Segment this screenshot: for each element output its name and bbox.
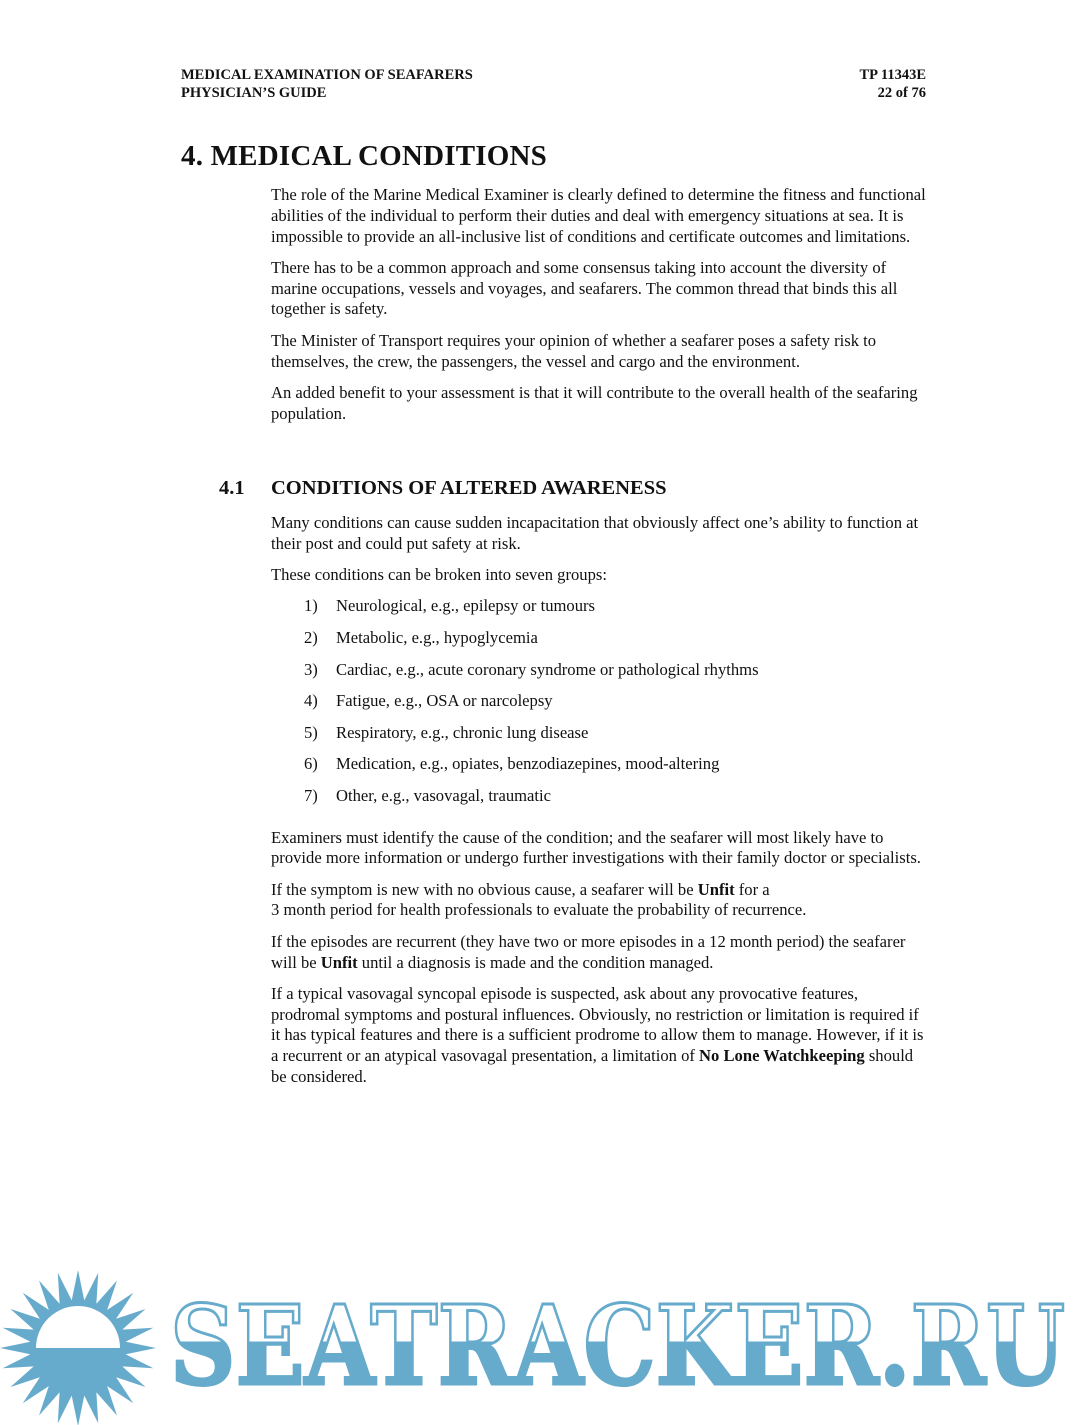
paragraph: Many conditions can cause sudden incapacitation that obviously affect one’s ability to function at their post and could put safety at risk. xyxy=(271,513,919,553)
text: If the episodes are recurrent (they have two or more episodes in a 12 month period) the seafarer will be xyxy=(271,931,906,972)
text: If the symptom is new with no obvious cause, a seafarer will be xyxy=(271,879,698,899)
paragraph: Examiners must identify the cause of the condition; and the seafarer will most likely have to provide more information or undergo further investigations with their family doctor or specialists. xyxy=(271,827,921,868)
list-item xyxy=(271,786,931,818)
header-doc-subtitle: PHYSICIAN’S GUIDE xyxy=(181,85,327,101)
list-item xyxy=(271,596,931,628)
list-item xyxy=(271,628,931,660)
paragraph: An added benefit to your assessment is that it will contribute to the overall health of the seafaring population. xyxy=(271,382,918,423)
header-doc-number: TP 11343E xyxy=(859,67,926,83)
list-number: 7) xyxy=(304,785,318,805)
text: 3 month period for health professionals to evaluate the probability of recurrence. xyxy=(271,900,807,920)
conditions-list xyxy=(271,596,931,817)
running-header-right xyxy=(860,66,926,102)
list-number: 2) xyxy=(304,627,318,647)
list-item xyxy=(271,691,931,723)
subsection-number: 4.1 xyxy=(219,477,245,499)
emphasis: Unfit xyxy=(697,879,735,899)
paragraph: These conditions can be broken into seven groups: xyxy=(271,565,607,585)
paragraph xyxy=(271,932,931,974)
text: for a xyxy=(734,879,770,899)
paragraph: There has to be a common approach and some consensus taking into account the diversity of marine occupations, vessels and voyages, and seafarers. The common thread that binds this all together is safety. xyxy=(271,257,898,319)
header-page-info: 22 of 76 xyxy=(877,85,926,101)
section-heading: 4. MEDICAL CONDITIONS xyxy=(181,140,547,172)
list-text: Metabolic, e.g., hypoglycemia xyxy=(336,627,538,647)
paragraph xyxy=(271,984,931,1088)
text: until a diagnosis is made and the condition managed. xyxy=(357,952,714,972)
watermark-text: SEATRACKER.RU xyxy=(170,1281,1065,1410)
list-number: 4) xyxy=(304,691,318,711)
list-item xyxy=(271,723,931,755)
list-number: 6) xyxy=(304,754,318,774)
subsection-title: CONDITIONS OF ALTERED AWARENESS xyxy=(271,477,667,499)
header-doc-title: MEDICAL EXAMINATION OF SEAFARERS xyxy=(181,67,473,83)
list-number: 5) xyxy=(304,722,318,742)
running-header-left xyxy=(181,66,473,102)
text: If a typical vasovagal syncopal episode is suspected, ask about any provocative features, prodromal symptoms and postural influences. Obviously, no restriction or limitation is required if it has typical features and there is a sufficient prodrome to allow them to manage. However, if it is a recurrent or an atypical vasovagal presentation, a limitation of xyxy=(271,983,924,1066)
paragraph xyxy=(271,880,931,922)
paragraph: The Minister of Transport requires your opinion of whether a seafarer poses a safety risk to themselves, the crew, the passengers, the vessel and cargo and the environment. xyxy=(271,330,877,371)
list-item xyxy=(271,660,931,692)
list-text: Cardiac, e.g., acute coronary syndrome or pathological rhythms xyxy=(336,659,759,679)
paragraph: The role of the Marine Medical Examiner is clearly defined to determine the fitness and functional abilities of the individual to perform their duties and deal with emergency situations at sea. It is impossible to provide an all-inclusive list of conditions and certificate outcomes and limitations. xyxy=(271,185,926,246)
list-text: Fatigue, e.g., OSA or narcolepsy xyxy=(336,691,553,711)
list-text: Neurological, e.g., epilepsy or tumours xyxy=(336,596,595,616)
section-body xyxy=(271,185,931,435)
subsection-body xyxy=(271,513,931,1098)
emphasis: Unfit xyxy=(320,952,358,972)
text: should be considered. xyxy=(271,1046,914,1087)
watermark-logo xyxy=(0,1262,1080,1425)
list-text: Other, e.g., vasovagal, traumatic xyxy=(336,785,551,805)
list-text: Medication, e.g., opiates, benzodiazepines, mood-altering xyxy=(336,754,720,774)
list-number: 1) xyxy=(304,596,318,616)
subsection-heading xyxy=(219,477,667,500)
list-item xyxy=(271,754,931,786)
list-text: Respiratory, e.g., chronic lung disease xyxy=(336,722,589,742)
list-number: 3) xyxy=(304,659,318,679)
emphasis: No Lone Watchkeeping xyxy=(699,1046,865,1066)
